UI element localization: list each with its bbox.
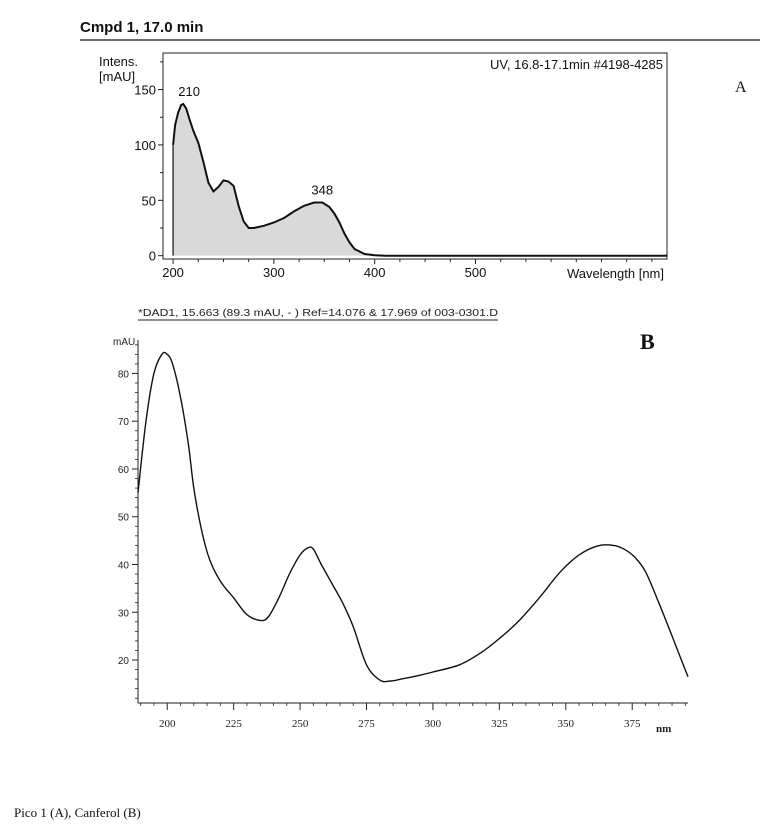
panel-label-a: A [735,79,747,96]
chart-b-y-tick-label: 80 [117,369,129,381]
chart-b-annotation: *DAD1, 15.663 (89.3 mAU, - ) Ref=14.076 & 17.969 of 003-0301.D [138,308,499,319]
chart-b-y-tick-label: 50 [117,512,129,524]
chart-b-y-tick-label: 60 [117,464,129,476]
chart-b-x-tick-label: 275 [358,718,375,730]
chart-a-y-tick-label: 100 [134,137,156,153]
chart-a-peak-label: 210 [178,83,201,99]
chart-b-x-tick-label: 250 [291,718,309,730]
chart-b [113,308,688,735]
compound-title: Cmpd 1, 17.0 min [80,19,204,36]
chart-b-xlabel: nm [656,723,672,735]
chart-a-x-tick-label: 300 [263,265,285,280]
chart-a [99,53,747,281]
chart-a-x-tick-label: 500 [464,265,487,280]
chart-a-peak-label: 348 [311,182,334,198]
chart-b-x-tick-label: 350 [557,718,575,730]
chart-a-y-tick-label: 50 [141,193,156,209]
chart-a-xlabel: Wavelength [nm] [566,266,664,281]
chart-b-x-tick-label: 375 [623,718,641,730]
chart-a-ylabel-line2: [mAU] [99,69,136,84]
panel-label-b: B [640,329,655,354]
chart-b-y-tick-label: 40 [117,560,129,572]
chart-b-y-tick-label: 30 [117,608,129,620]
chart-a-ylabel-line1: Intens. [99,54,139,69]
chart-b-y-tick-label: 70 [117,417,129,429]
chart-a-x-tick-label: 400 [363,265,386,280]
chart-b-x-tick-label: 200 [158,718,176,730]
chart-b-x-tick-label: 225 [225,718,242,730]
chart-b-x-tick-label: 300 [424,718,442,730]
chart-a-area-fill [173,104,667,256]
chart-b-ylabel: mAU [113,337,136,348]
chart-a-y-tick-label: 150 [134,82,156,98]
chart-b-x-tick-label: 325 [491,718,508,730]
chart-a-y-tick-label: 0 [148,248,156,264]
figure-caption: Pico 1 (A), Canferol (B) [14,805,141,820]
chart-b-y-tick-label: 20 [117,656,129,668]
chart-b-series-line [138,352,688,681]
chart-a-annotation: UV, 16.8-17.1min #4198-4285 [490,57,663,72]
chart-a-x-tick-label: 200 [162,265,184,280]
